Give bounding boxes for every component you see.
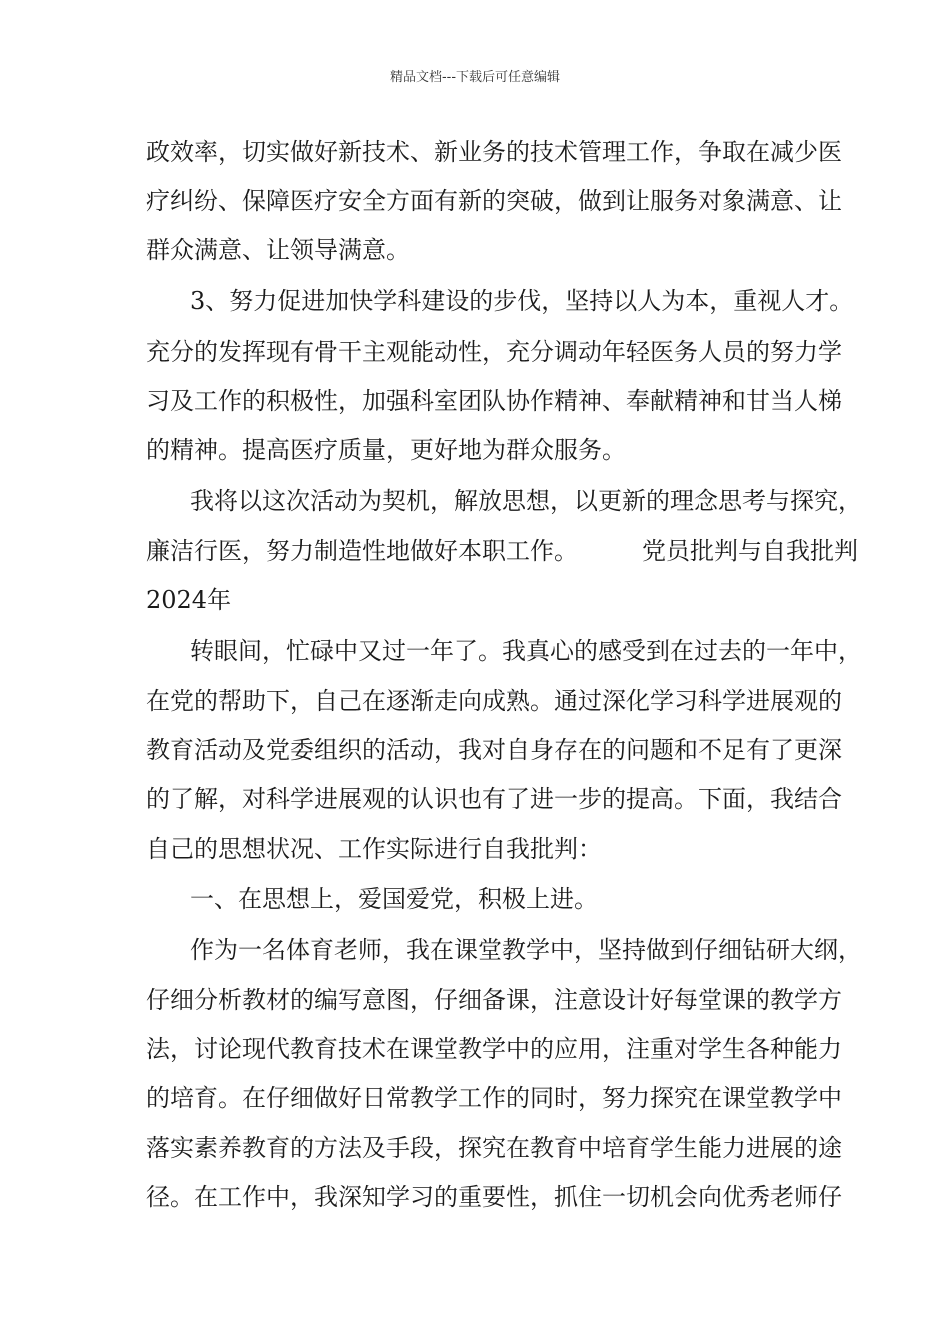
text-line: 的精神。提高医疗质量，更好地为群众服务。 (146, 436, 626, 464)
text-line: 自己的思想状况、工作实际进行自我批判： (146, 835, 602, 863)
text-line: 习及工作的积极性，加强科室团队协作精神、奉献精神和甘当人梯 (146, 387, 842, 415)
text-line: 作为一名体育老师，我在课堂教学中，坚持做到仔细钻研大纲， (190, 936, 862, 964)
page-header: 精品文档---下载后可任意编辑 (389, 70, 561, 85)
text-line: 落实素养教育的方法及手段，探究在教育中培育学生能力进展的途 (146, 1134, 842, 1162)
text-line: 仔细分析教材的编写意图，仔细备课，注意设计好每堂课的教学方 (146, 986, 842, 1014)
text-line: 疗纠纷、保障医疗安全方面有新的突破，做到让服务对象满意、让 (146, 187, 842, 215)
text-line: 充分的发挥现有骨干主观能动性，充分调动年轻医务人员的努力学 (146, 338, 842, 366)
text-line: 法，讨论现代教育技术在课堂教学中的应用，注重对学生各种能力 (146, 1035, 842, 1063)
text-line: 教育活动及党委组织的活动，我对自身存在的问题和不足有了更深 (146, 736, 842, 764)
text-line: 在党的帮助下，自己在逐渐走向成熟。通过深化学习科学进展观的 (146, 687, 842, 715)
text-line (146, 536, 858, 566)
text-line: 径。在工作中，我深知学习的重要性，抓住一切机会向优秀老师仔 (146, 1183, 842, 1211)
text-line: 的了解，对科学进展观的认识也有了进一步的提高。下面，我结合 (146, 785, 842, 813)
text-line: 政效率，切实做好新技术、新业务的技术管理工作，争取在减少医 (146, 138, 842, 166)
text-line: 我将以这次活动为契机，解放思想，以更新的理念思考与探究， (190, 487, 862, 515)
text-line: 转眼间，忙碌中又过一年了。我真心的感受到在过去的一年中， (190, 637, 862, 665)
text-line: 的培育。在仔细做好日常教学工作的同时，努力探究在课堂教学中 (146, 1084, 842, 1112)
text-line: 群众满意、让领导满意。 (146, 236, 410, 264)
section-title-year: 2024年 (146, 586, 232, 614)
section-title: 党员批判与自我批判 (642, 537, 858, 565)
text-line: 3、努力促进加快学科建设的步伐，坚持以人为本，重视人才。 (190, 287, 854, 315)
subheading: 一、在思想上，爱国爱党，积极上进。 (190, 885, 598, 913)
text-segment: 廉洁行医，努力制造性地做好本职工作。 (146, 537, 578, 565)
